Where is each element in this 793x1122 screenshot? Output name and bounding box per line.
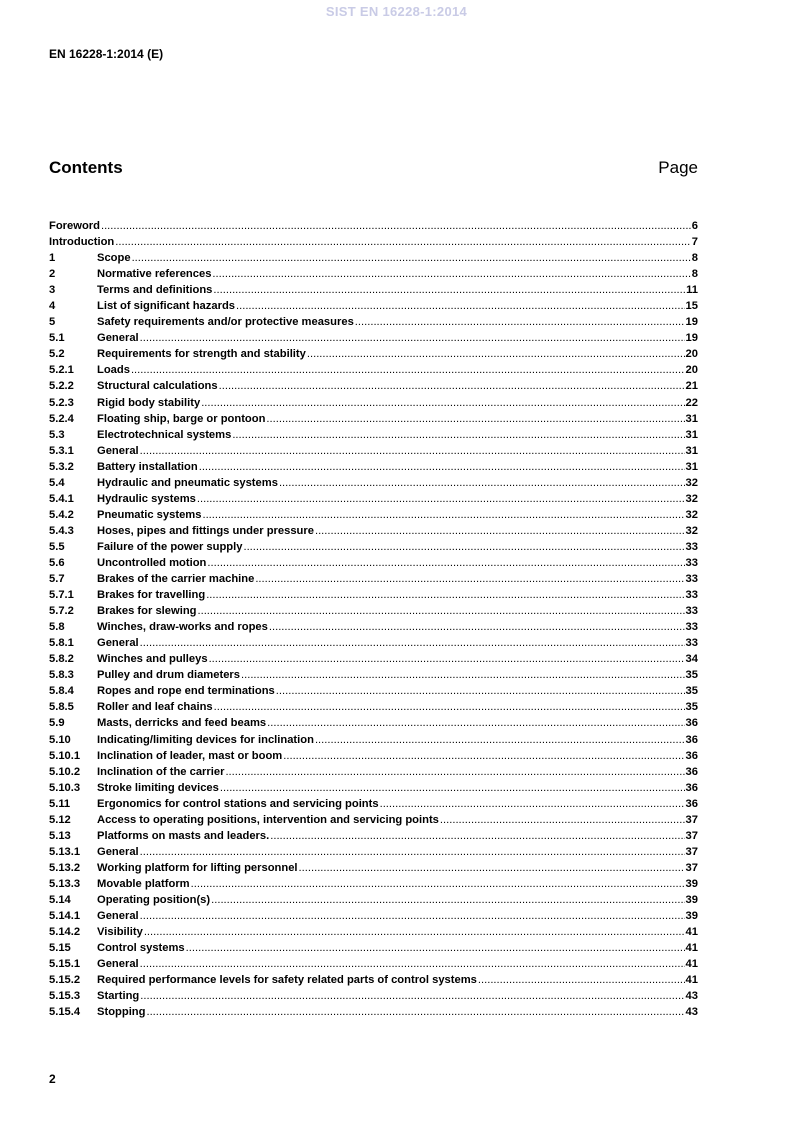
- toc-entry-number: 4: [49, 300, 56, 313]
- toc-entry-number: 5.2: [49, 348, 65, 361]
- toc-entry-page: 33: [685, 605, 698, 618]
- toc-entry-number: 5.4.2: [49, 508, 74, 521]
- toc-leader-dots: [276, 683, 685, 699]
- toc-entry-title: Access to operating positions, intervention and servicing points: [97, 813, 439, 826]
- toc-leader-dots: [380, 796, 685, 812]
- toc-entry-title: Terms and definitions: [97, 284, 213, 297]
- toc-entry-number: 5.8.2: [49, 653, 74, 666]
- toc-leader-dots: [241, 667, 685, 683]
- toc-leader-dots: [220, 780, 685, 796]
- toc-entry-number: 5.8: [49, 621, 65, 634]
- toc-entry-page: 37: [685, 829, 698, 842]
- toc-entry-title: Safety requirements and/or protective measures: [97, 316, 354, 329]
- toc-entry-title: General: [97, 637, 139, 650]
- toc-entry-number: 5.10.2: [49, 765, 81, 778]
- toc-entry[interactable]: [49, 715, 698, 731]
- toc-entry[interactable]: [49, 395, 698, 411]
- toc-leader-dots: [315, 523, 685, 539]
- toc-entry-page: 39: [685, 877, 698, 890]
- toc-entry[interactable]: [49, 1004, 698, 1020]
- toc-entry[interactable]: [49, 571, 698, 587]
- toc-entry-page: 32: [685, 476, 698, 489]
- toc-entry-title: Winches and pulleys: [97, 653, 208, 666]
- toc-entry-number: 5.8.4: [49, 685, 74, 698]
- toc-entry-page: 35: [685, 701, 698, 714]
- toc-entry-number: 5.2.3: [49, 396, 74, 409]
- toc-entry-page: 33: [685, 621, 698, 634]
- toc-leader-dots: [236, 298, 685, 314]
- toc-entry-number: 5.15.4: [49, 1006, 81, 1019]
- toc-entry-title: Foreword: [49, 220, 100, 232]
- toc-entry-page: 43: [685, 990, 698, 1003]
- document-id: EN 16228-1:2014 (E): [49, 47, 164, 61]
- toc-entry[interactable]: [49, 988, 698, 1004]
- toc-entry-title: Requirements for strength and stability: [97, 348, 306, 361]
- toc-entry[interactable]: [49, 330, 698, 346]
- toc-entry-page: 33: [685, 540, 698, 553]
- toc-entry-number: 5.3: [49, 428, 65, 441]
- toc-leader-dots: [191, 876, 685, 892]
- toc-entry-page: 41: [685, 958, 698, 971]
- toc-leader-dots: [206, 587, 684, 603]
- toc-entry[interactable]: [49, 314, 698, 330]
- toc-entry-title: Required performance levels for safety related parts of control systems: [97, 974, 477, 987]
- toc-entry-page: 31: [685, 460, 698, 473]
- toc-entry[interactable]: [49, 475, 698, 491]
- toc-entry-title: Floating ship, barge or pontoon: [97, 412, 266, 425]
- toc-leader-dots: [144, 924, 685, 940]
- toc-entry-page: 33: [685, 589, 698, 602]
- toc-entry-page: 43: [685, 1006, 698, 1019]
- toc-entry-page: 32: [685, 492, 698, 505]
- toc-entry-title: Inclination of leader, mast or boom: [97, 749, 283, 762]
- toc-entry[interactable]: [49, 972, 698, 988]
- toc-entry-title: Uncontrolled motion: [97, 556, 207, 569]
- toc-entry-page: 33: [685, 556, 698, 569]
- toc-entry-number: 5.4.1: [49, 492, 74, 505]
- toc-entry-number: 5.14: [49, 893, 71, 906]
- toc-entry-page: 36: [685, 733, 698, 746]
- toc-entry-title: Visibility: [97, 926, 143, 939]
- toc-entry-page: 37: [685, 861, 698, 874]
- toc-entry-number: 5.13.1: [49, 845, 81, 858]
- toc-entry[interactable]: [49, 860, 698, 876]
- toc-entry[interactable]: [49, 250, 698, 266]
- toc-leader-dots: [132, 250, 691, 266]
- toc-entry-title: Ropes and rope end terminations: [97, 685, 275, 698]
- toc-entry-title: Structural calculations: [97, 380, 218, 393]
- toc-entry[interactable]: [49, 619, 698, 635]
- toc-entry-title: Introduction: [49, 236, 115, 249]
- toc-leader-dots: [255, 571, 684, 587]
- toc-leader-dots: [355, 314, 685, 330]
- toc-leader-dots: [266, 411, 684, 427]
- toc-leader-dots: [202, 507, 684, 523]
- toc-entry-number: 5.13.3: [49, 877, 81, 890]
- toc-leader-dots: [131, 362, 685, 378]
- toc-entry-title: Ergonomics for control stations and servicing points: [97, 797, 379, 810]
- toc-leader-dots: [140, 908, 685, 924]
- toc-entry-page: 41: [685, 926, 698, 939]
- toc-entry-title: Winches, draw-works and ropes: [97, 621, 268, 634]
- toc-entry-page: 36: [685, 749, 698, 762]
- toc-entry-title: Hydraulic and pneumatic systems: [97, 476, 278, 489]
- toc-entry-title: Pneumatic systems: [97, 508, 202, 521]
- toc-leader-dots: [307, 346, 685, 362]
- toc-entry-page: 22: [685, 396, 698, 409]
- toc-entry[interactable]: [49, 218, 698, 234]
- toc-entry[interactable]: [49, 298, 698, 314]
- toc-leader-dots: [219, 378, 685, 394]
- toc-entry-page: 32: [685, 508, 698, 521]
- toc-entry-title: General: [97, 332, 139, 345]
- toc-entry-number: 5: [49, 316, 56, 329]
- toc-entry-number: 5.1: [49, 332, 65, 345]
- toc-entry-page: 20: [685, 364, 698, 377]
- toc-entry-number: 5.3.1: [49, 444, 74, 457]
- toc-entry-number: 5.10.3: [49, 781, 81, 794]
- toc-entry-page: 35: [685, 669, 698, 682]
- toc-entry-number: 5.15.2: [49, 974, 81, 987]
- toc-entry-title: List of significant hazards: [97, 300, 235, 313]
- toc-entry[interactable]: [49, 844, 698, 860]
- toc-entry-number: 5.9: [49, 717, 65, 730]
- toc-entry-number: 5.7: [49, 573, 65, 586]
- toc-entry[interactable]: [49, 908, 698, 924]
- toc-entry-title: Rigid body stability: [97, 396, 201, 409]
- toc-entry-title: Scope: [97, 252, 131, 265]
- toc-leader-dots: [101, 218, 691, 234]
- toc-entry-page: 11: [686, 284, 698, 297]
- toc-leader-dots: [214, 699, 685, 715]
- toc-entry[interactable]: [49, 459, 698, 475]
- toc-entry-number: 5.10: [49, 733, 71, 746]
- toc-leader-dots: [243, 539, 684, 555]
- toc-entry-page: 21: [685, 380, 698, 393]
- toc-entry[interactable]: [49, 796, 698, 812]
- toc-entry-title: General: [97, 958, 139, 971]
- toc-entry-title: General: [97, 444, 139, 457]
- page-column-label: Page: [658, 158, 698, 177]
- toc-entry-title: Pulley and drum diameters: [97, 669, 240, 682]
- toc-entry-title: Platforms on masts and leaders.: [97, 829, 270, 842]
- toc-entry-number: 5.2.4: [49, 412, 74, 425]
- toc-entry-number: 5.15.1: [49, 958, 81, 971]
- toc-entry[interactable]: [49, 411, 698, 427]
- toc-entry-title: Failure of the power supply: [97, 540, 243, 553]
- toc-entry-number: 5.14.2: [49, 926, 81, 939]
- toc-leader-dots: [201, 395, 684, 411]
- toc-entry[interactable]: [49, 587, 698, 603]
- toc-leader-dots: [209, 651, 685, 667]
- toc-entry-title: Starting: [97, 990, 140, 1003]
- toc-entry-number: 5.2.1: [49, 364, 74, 377]
- toc-entry-title: Hydraulic systems: [97, 492, 196, 505]
- toc-entry[interactable]: [49, 956, 698, 972]
- contents-title: Contents: [49, 158, 123, 177]
- toc-leader-dots: [440, 812, 685, 828]
- toc-entry-title: Brakes for travelling: [97, 589, 206, 602]
- toc-leader-dots: [270, 828, 684, 844]
- toc-entry-number: 5.10.1: [49, 749, 81, 762]
- toc-entry-number: 5.15.3: [49, 990, 81, 1003]
- toc-entry[interactable]: [49, 234, 698, 250]
- toc-entry-number: 5.15: [49, 942, 71, 955]
- toc-leader-dots: [225, 764, 684, 780]
- toc-leader-dots: [212, 266, 690, 282]
- toc-entry-number: 5.13.2: [49, 861, 81, 874]
- toc-entry[interactable]: [49, 491, 698, 507]
- toc-leader-dots: [140, 330, 685, 346]
- toc-entry-title: Operating position(s): [97, 893, 211, 906]
- toc-entry-title: Normative references: [97, 268, 212, 281]
- toc-entry-page: 33: [685, 637, 698, 650]
- toc-entry-title: Indicating/limiting devices for inclination: [97, 733, 314, 746]
- toc-entry[interactable]: [49, 362, 698, 378]
- toc-entry-title: Hoses, pipes and fittings under pressure: [97, 524, 314, 537]
- toc-entry-number: 1: [49, 252, 56, 265]
- toc-entry-number: 5.7.1: [49, 589, 74, 602]
- toc-entry-title: Masts, derricks and feed beams: [97, 717, 267, 730]
- toc-entry-title: Loads: [97, 364, 130, 377]
- toc-entry-number: 3: [49, 284, 56, 297]
- toc-leader-dots: [213, 282, 685, 298]
- toc-entry-page: 31: [685, 412, 698, 425]
- toc-entry-page: 15: [685, 300, 698, 313]
- toc-leader-dots: [279, 475, 685, 491]
- toc-entry-title: Movable platform: [97, 877, 190, 890]
- toc-entry-number: 5.12: [49, 813, 71, 826]
- toc-entry-page: 20: [685, 348, 698, 361]
- toc-entry-page: 8: [691, 268, 698, 281]
- toc-entry-number: 5.8.1: [49, 637, 74, 650]
- toc-entry[interactable]: [49, 667, 698, 683]
- table-of-contents: [49, 218, 698, 1020]
- toc-entry[interactable]: [49, 699, 698, 715]
- toc-leader-dots: [140, 988, 684, 1004]
- toc-entry[interactable]: [49, 635, 698, 651]
- toc-entry[interactable]: [49, 683, 698, 699]
- toc-entry[interactable]: [49, 443, 698, 459]
- toc-leader-dots: [478, 972, 685, 988]
- toc-entry-number: 5.8.3: [49, 669, 74, 682]
- toc-entry-title: Battery installation: [97, 460, 198, 473]
- toc-entry-title: General: [97, 910, 139, 923]
- toc-entry-number: 5.8.5: [49, 701, 74, 714]
- toc-entry-page: 41: [685, 974, 698, 987]
- toc-entry-number: 5.13: [49, 829, 71, 842]
- toc-leader-dots: [186, 940, 685, 956]
- toc-entry-page: 39: [685, 910, 698, 923]
- toc-entry[interactable]: [49, 282, 698, 298]
- toc-entry-page: 33: [685, 573, 698, 586]
- toc-entry-page: 41: [685, 942, 698, 955]
- toc-entry-page: 32: [685, 524, 698, 537]
- toc-entry[interactable]: [49, 876, 698, 892]
- toc-entry-page: 31: [685, 444, 698, 457]
- toc-entry[interactable]: [49, 651, 698, 667]
- toc-leader-dots: [146, 1004, 684, 1020]
- toc-leader-dots: [199, 459, 685, 475]
- toc-entry-page: 8: [691, 252, 698, 265]
- contents-header: [49, 158, 698, 178]
- toc-entry[interactable]: [49, 748, 698, 764]
- toc-leader-dots: [140, 443, 685, 459]
- toc-entry-number: 5.14.1: [49, 910, 81, 923]
- toc-entry-page: 6: [691, 220, 698, 232]
- toc-entry-number: 2: [49, 268, 56, 281]
- toc-entry[interactable]: [49, 378, 698, 394]
- toc-entry-number: 5.5: [49, 540, 65, 553]
- toc-entry-number: 5.4.3: [49, 524, 74, 537]
- toc-entry-number: 5.7.2: [49, 605, 74, 618]
- toc-leader-dots: [115, 234, 691, 250]
- toc-entry-page: 36: [685, 765, 698, 778]
- toc-leader-dots: [197, 603, 684, 619]
- toc-entry-number: 5.6: [49, 556, 65, 569]
- toc-leader-dots: [315, 732, 685, 748]
- toc-entry-title: Brakes for slewing: [97, 605, 197, 618]
- toc-entry-page: 36: [685, 797, 698, 810]
- toc-entry[interactable]: [49, 555, 698, 571]
- page-number: 2: [49, 1072, 56, 1086]
- toc-leader-dots: [197, 491, 685, 507]
- toc-leader-dots: [140, 956, 685, 972]
- toc-entry-page: 31: [685, 428, 698, 441]
- toc-leader-dots: [299, 860, 685, 876]
- toc-leader-dots: [283, 748, 684, 764]
- toc-entry-title: Stroke limiting devices: [97, 781, 219, 794]
- toc-leader-dots: [232, 427, 684, 443]
- toc-entry-title: Stopping: [97, 1006, 146, 1019]
- toc-entry[interactable]: [49, 523, 698, 539]
- toc-entry-title: Control systems: [97, 942, 185, 955]
- toc-entry-page: 19: [685, 332, 698, 345]
- toc-entry[interactable]: [49, 539, 698, 555]
- toc-entry-title: Roller and leaf chains: [97, 701, 213, 714]
- watermark: SIST EN 16228-1:2014: [325, 4, 468, 19]
- toc-entry[interactable]: [49, 812, 698, 828]
- toc-entry-title: Electrotechnical systems: [97, 428, 232, 441]
- toc-entry-page: 37: [685, 813, 698, 826]
- toc-entry-page: 36: [685, 717, 698, 730]
- toc-entry-number: 5.2.2: [49, 380, 74, 393]
- toc-entry[interactable]: [49, 507, 698, 523]
- toc-entry-page: 34: [685, 653, 698, 666]
- toc-entry[interactable]: [49, 427, 698, 443]
- toc-leader-dots: [140, 635, 685, 651]
- toc-entry[interactable]: [49, 828, 698, 844]
- toc-entry[interactable]: [49, 940, 698, 956]
- toc-leader-dots: [211, 892, 684, 908]
- toc-entry-page: 19: [685, 316, 698, 329]
- toc-leader-dots: [269, 619, 685, 635]
- toc-entry-number: 5.4: [49, 476, 65, 489]
- toc-entry[interactable]: [49, 780, 698, 796]
- toc-leader-dots: [140, 844, 685, 860]
- toc-entry[interactable]: [49, 346, 698, 362]
- toc-entry-page: 39: [685, 893, 698, 906]
- toc-entry[interactable]: [49, 764, 698, 780]
- toc-entry[interactable]: [49, 892, 698, 908]
- toc-entry-title: General: [97, 845, 139, 858]
- toc-entry-number: 5.11: [49, 797, 71, 810]
- toc-leader-dots: [267, 715, 684, 731]
- toc-entry-page: 36: [685, 781, 698, 794]
- toc-entry[interactable]: [49, 732, 698, 748]
- toc-entry-title: Brakes of the carrier machine: [97, 573, 255, 586]
- toc-entry-page: 37: [685, 845, 698, 858]
- toc-entry[interactable]: [49, 266, 698, 282]
- toc-entry[interactable]: [49, 603, 698, 619]
- toc-entry[interactable]: [49, 924, 698, 940]
- toc-entry-page: 7: [691, 236, 698, 249]
- toc-entry-page: 35: [685, 685, 698, 698]
- toc-entry-number: 5.3.2: [49, 460, 74, 473]
- toc-entry-title: Inclination of the carrier: [97, 765, 225, 778]
- toc-entry-title: Working platform for lifting personnel: [97, 861, 298, 874]
- toc-leader-dots: [207, 555, 684, 571]
